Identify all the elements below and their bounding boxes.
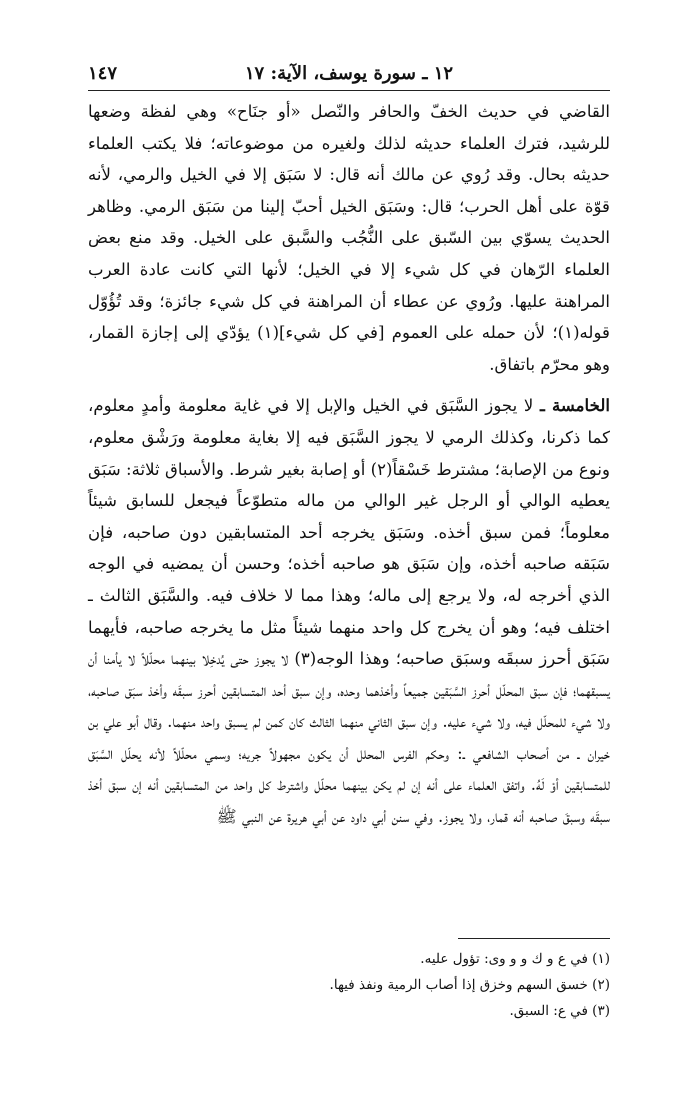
main-text (88, 96, 610, 843)
page-number: ١٤٧ (88, 63, 118, 84)
footnotes (88, 946, 610, 1024)
footnote-divider (458, 938, 610, 939)
running-title: ١٢ ـ سورة يوسف، الآية: ١٧ (244, 63, 454, 84)
section-lead: الخامسة ـ (539, 395, 610, 416)
page-header (88, 60, 610, 91)
footnote-2: (٢) خسق السهم وخزق إذا أصاب الرمية ونفذ فيها. (329, 977, 610, 993)
paragraph-1: القاضي في حديث الخفّ والحافر والنّصل «أو جنَاح» وهي لفظة وضعها للرشيد، فترك العلماء حديثه لذلك ولغيره من موضوعاته؛ فلا يكتب العلماء حديثه بحال. وقد رُوي عن مالك أنه قال: لا سَبَق إلا في الخيل والرمي، لأنه قوّة على أهل الحرب؛ قال: وسَبَق الخيل أحبّ إلينا من سَبَق الرمي. وظاهر الحديث يسوّي بين السّبق على النُّجُب والسَّبق على الخيل. وقد منع بعض العلماء الرّهان في كل شيء إلا في الخيل؛ لأنها التي كانت عادة العرب المراهنة عليها. ورُوي عن عطاء أن المراهنة في كل شيء جائزة؛ وقد تُؤُوّل قوله(١)؛ لأن حمله على العموم [في كل شيء](١) يؤدّي إلى إجازة القمار، وهو محرّم باتفاق. (88, 102, 610, 374)
paragraph-2 (88, 390, 610, 832)
paragraph-2-text: لا يجوز السَّبَق في الخيل والإبل إلا في غاية معلومة وأمدٍ معلوم، كما ذكرنا، وكذلك الرمي لا يجوز السَّبَق فيه إلا بغاية معلومة ورَشْق معلوم، ونوع من الإصابة؛ مشترط خَسْقاً(٢) أو إصابة بغير شرط. والأسباق ثلاثة: سَبَق يعطيه الوالي أو الرجل غير الوالي من ماله متطوّعاً فيجعل للسابق شيئاً معلوماً؛ فمن سبق أخذه. وسَبَق يخرجه أحد المتسابقين دون صاحبه، فإن سَبَقه صاحبه أخذه، وإن سَبَق هو صاحبه أخذه؛ وحسن أن يمضيه في الوجه الذي أخرجه له، ولا يرجع إلى ماله؛ وهذا مما لا خلاف فيه. والسَّبَق الثالث ـ اختلف فيه؛ وهو أن يخرج كل واحد منهما شيئاً مثل ما يخرجه صاحبه، فأيهما سَبَق أحرز سبقَه وسبَق صاحبه؛ وهذا الوجه(٣) لا يجوز حتى يُدخِلا بينهما محلّلاً لا يأمنا أن يسبقهما؛ فإن سبق المحلّل أحرز السَّبَقين جميعاً وأخذهما وحده، وإن سبق أحد المتسابقين أحرز سبقَه وأخذ سبَق صاحبه، ولا شيء للمحلّل فيه، ولا شيء عليه. وإن سبق الثاني منهما الثالث كان كمن لم يسبق واحد منهما. وقال أبو علي بن خيران ـ من أصحاب الشافعي ـ: وحكم الفرس المحلل أن يكون مجهولاً جريه؛ وسمي محلّلاً لأنه يحلّل السَّبَق للمتسابقين أوْ لَهُ. واتفق العلماء على أنه إن لم يكن بينهما محلّل واشترط كل واحد من المتسابقين أنه إن سبق أخذ سبقَه وسبقَ صاحبه أنه قمار، ولا يجوز. وفي سنن أبي داود عن أبي هريرة عن النبي ﷺ (88, 396, 611, 827)
footnote-3: (٣) في ع: السبق. (509, 1003, 610, 1019)
footnote-1: (١) في ع و ك و و وى: تؤول عليه. (420, 951, 610, 967)
